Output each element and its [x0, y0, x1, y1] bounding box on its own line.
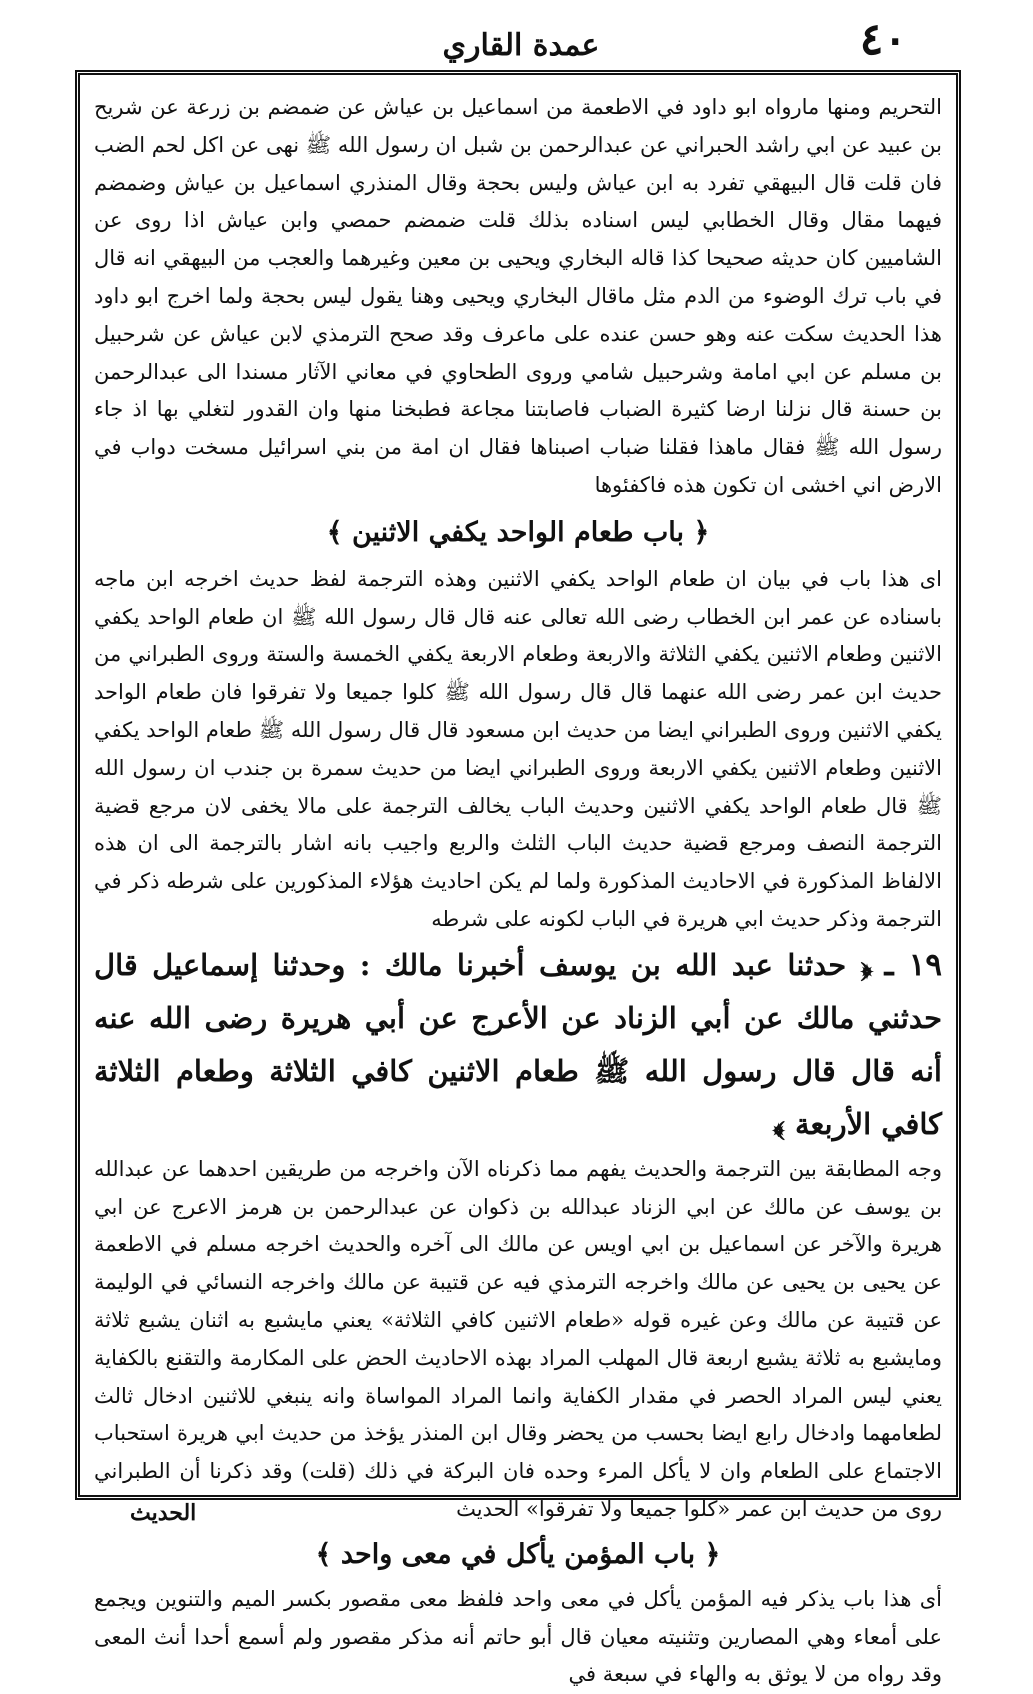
hadith-text [94, 939, 942, 1151]
text-block [94, 89, 943, 1687]
commentary-paragraph-4: أى هذا باب يذكر فيه المؤمن يأكل في معى واحد فلفظ معى مقصور بكسر الميم والتنوين ويجمع على أمعاء وهي المصارين وتثنيته معيان قال أبو حاتم أنه مذكر مقصور ولم أسمع أحدا أنث المعى وقد رواه من لا يوثق به والهاء في سبعة في [94, 1586, 942, 1687]
page-number: ٤٠ [859, 14, 907, 65]
commentary-paragraph-1: التحريم ومنها مارواه ابو داود في الاطعمة من اسماعيل بن عياش عن ضمضم بن زرعة عن شريح بن عبيد عن ابي راشد الحبراني عن عبدالرحمن بن شبل ان رسول الله ﷺ نهى عن اكل لحم الضب فان قلت قال البيهقي تفرد به ابن عياش وليس بحجة وقال المنذري اسماعيل بن عياش وضمضم فيهما مقال وقال الخطابي ليس اسناده بذلك قلت ضمضم حمصي وابن عياش اذا روى عن الشاميين كان حديثه صحيحا كذا قاله البخاري ويحيى بن معين وغيرهما والعجب من البيهقي انه قال في باب ترك الوضوء من الدم مثل ماقال البخاري ويحيى وهنا يقول ليس بحجة ولما اخرج ابو داود هذا الحديث سكت عنه وهو حسن عنده على ماعرف وقد صحح الترمذي لابن عياش عن شرحبيل بن مسلم عن ابي امامة وشرحبيل شامي وروى الطحاوي في معاني الآثار مسندا الى عبدالرحمن بن حسنة قال نزلنا ارضا كثيرة الضباب فاصابتنا مجاعة فطبخنا منها وان القدور لتغلي بها اذ جاء رسول الله ﷺ فقال ماهذا فقلنا ضباب اصبناها فقال ان امة من بني اسرائيل مسخت دواب في الارض اني اخشى ان تكون هذه فاكفئوها [94, 95, 942, 497]
commentary-paragraph-3: وجه المطابقة بين الترجمة والحديث يفهم مما ذكرناه الآن واخرجه من طريقين احدهما عن عبدالله بن يوسف عن مالك عن ابي الزناد عبدالله بن ذكوان عن عبدالرحمن بن هرمز الاعرج عن ابي هريرة والآخر عن اسماعيل بن ابي اويس عن مالك الى آخره والحديث اخرجه مسلم في الاطعمة عن يحيى بن يحيى عن مالك واخرجه الترمذي فيه عن قتيبة عن مالك واخرجه النسائي في الوليمة عن قتيبة عن مالك وعن غيره قوله «طعام الاثنين كافي الثلاثة» يعني مايشبع به اثنان يشبع ثلاثة ومايشبع به ثلاثة يشبع اربعة قال المهلب المراد بهذه الاحاديث الحض على المكارمة والتقنع بالكفاية يعني ليس المراد الحصر في مقدار الكفاية وانما المراد المواساة وانه ينبغي للاثنين ادخال ثالث لطعامهما وادخال رابع ايضا بحسب من يحضر وقال ابن المنذر يؤخذ من حديث ابي هريرة استحباب الاجتماع على الطعام وان لا يأكل المرء وحده فان البركة في ذلك (قلت) وقد ذكرنا أن الطبراني روى من حديث ابن عمر «كلوا جميعا ولا تفرقوا» الحديث [94, 1156, 943, 1521]
running-title: عمدة القاري [442, 28, 600, 63]
hadith-number: ١٩ ـ [884, 946, 942, 983]
chapter-heading: ﴿ باب طعام الواحد يكفي الاثنين ﴾ [326, 516, 710, 548]
hadith-body: ﴿ حدثنا عبد الله بن يوسف أخبرنا مالك : وحدثنا إسماعيل قال حدثني مالك عن أبي الزناد عن الأعرج عن أبي هريرة رضى الله عنه أنه قال قال رسول الله ﷺ طعام الاثنين كافي الثلاثة وطعام الثلاثة كافي الأربعة ﴾ [94, 947, 942, 1141]
catchword: الحديث [130, 1500, 197, 1526]
page-header [75, 14, 967, 70]
commentary-paragraph-2: اى هذا باب في بيان ان طعام الواحد يكفي الاثنين وهذه الترجمة لفظ حديث اخرجه ابن ماجه باسناده عن عمر ابن الخطاب رضى الله تعالى عنه قال قال رسول الله ﷺ ان طعام الواحد يكفي الاثنين وطعام الاثنين يكفي الثلاثة والاربعة وطعام الاربعة يكفي الخمسة والستة وروى الطبراني من حديث ابن عمر رضى الله عنهما قال قال رسول الله ﷺ كلوا جميعا ولا تفرقوا فان طعام الواحد يكفي الاثنين وروى الطبراني ايضا من حديث ابن مسعود قال قال رسول الله ﷺ طعام الواحد يكفي الاثنين وطعام الاثنين يكفي الاربعة وروى الطبراني ايضا من حديث سمرة بن جندب ان رسول الله ﷺ قال طعام الواحد يكفي الاثنين وحديث الباب يخالف الترجمة على مالا يخفى لان مرجع قضية الترجمة النصف ومرجع قضية حديث الباب الثلث والربع واجيب بانه اشار بالترجمة الى ان هذه الالفاظ المذكورة في الاحاديث المذكورة ولما لم يكن احاديث هؤلاء المذكورين على شرطه ذكر في الترجمة وذكر حديث ابي هريرة في الباب لكونه على شرطه [94, 566, 942, 931]
chapter-heading-2: ﴿ باب المؤمن يأكل في معى واحد ﴾ [315, 1538, 721, 1570]
text-frame [75, 70, 961, 1687]
